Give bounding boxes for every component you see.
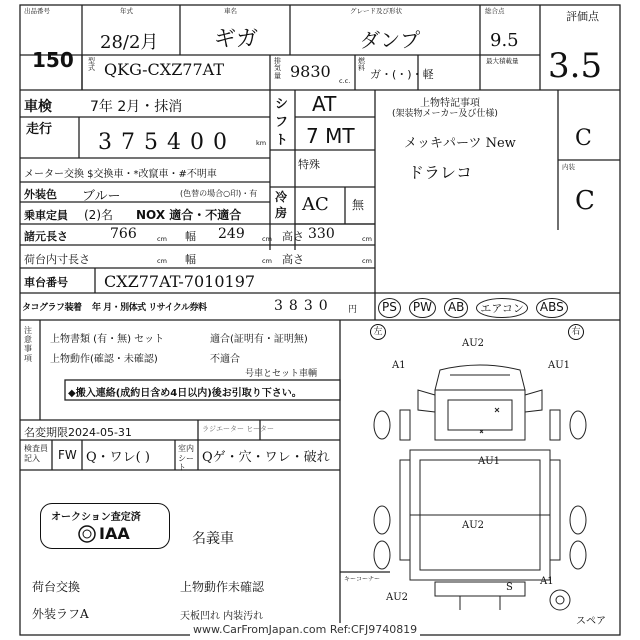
- recycle-value: 3830: [274, 298, 334, 314]
- eval-label: 評価点: [566, 10, 599, 23]
- remark-2b: 上物動作未確認: [180, 580, 265, 594]
- damage-mark-1: [495, 408, 499, 412]
- color-change: (色替の場合○印)・有: [180, 189, 258, 198]
- load-label: 最大積載量: [486, 57, 519, 65]
- radiator-note: ラジエーター ヒーター: [202, 425, 274, 433]
- pickup-warning: ◆搬入連絡(成約日含め4日以内)後お引取り下さい。: [68, 388, 302, 399]
- interior-label: 内装: [562, 163, 575, 171]
- inspector-label: 検査員記入: [24, 444, 48, 463]
- iaa-logo-icon: [77, 524, 97, 544]
- mark-a1-left: A1: [392, 360, 406, 371]
- remark-2a: 荷台交換: [32, 580, 81, 594]
- displacement-unit: c.c.: [339, 77, 351, 85]
- displacement-value: 9830: [290, 62, 331, 81]
- equipment-aircon: エアコン: [476, 298, 527, 318]
- mt-label: 7 MT: [306, 124, 355, 148]
- width-value: 249: [218, 226, 245, 242]
- left-side-label: 左: [370, 324, 386, 340]
- tacho-label: タコグラフ装着: [22, 303, 82, 313]
- stamp-title: オークション査定済: [51, 512, 141, 523]
- recycle-unit: 円: [348, 305, 358, 315]
- wheel-rear-right-1: [570, 506, 586, 534]
- cab-roof: [435, 365, 525, 390]
- height-unit: cm: [362, 235, 372, 243]
- paperwork-row-3: 号車とセット車輌: [245, 369, 318, 379]
- equipment-abs: ABS: [536, 298, 568, 318]
- chassis-value: CXZ77AT-7010197: [104, 272, 256, 291]
- bed-width-unit: cm: [262, 257, 272, 265]
- stamp-brand: IAA: [99, 524, 130, 543]
- notes-line-2: ドラレコ: [408, 163, 473, 182]
- right-mirror: [525, 390, 542, 412]
- model-label: 型式: [88, 57, 95, 73]
- color-value: ブルー: [82, 189, 121, 204]
- fuel-value: ガ・(・)・軽: [370, 68, 434, 81]
- width-unit: cm: [262, 235, 272, 243]
- lot-number: 150: [32, 48, 74, 72]
- color-label: 外装色: [24, 188, 57, 201]
- chassis-label: 車台番号: [24, 276, 68, 289]
- mark-s-rear: S: [506, 582, 513, 593]
- at-label: AT: [312, 92, 337, 116]
- grade-value: ダンプ: [360, 28, 421, 52]
- wheel-front-left: [374, 411, 390, 439]
- spare-wheel: [550, 590, 570, 610]
- no-aircon: 無: [352, 198, 365, 212]
- right-bed-side: [550, 460, 560, 560]
- left-mirror: [418, 390, 435, 412]
- length-value: 766: [110, 226, 137, 242]
- left-bed-side: [400, 460, 410, 560]
- bed-length-unit: cm: [157, 257, 167, 265]
- exterior-grade: C: [575, 126, 592, 151]
- auction-stamp: [40, 503, 170, 549]
- wheel-rear-right-2: [570, 541, 586, 569]
- right-side-panel: [550, 410, 560, 440]
- capacity-value: (2)名: [84, 208, 113, 222]
- mark-au2-bed: AU2: [462, 520, 485, 531]
- remark-3a: 外装ラフA: [32, 607, 89, 621]
- height-value: 330: [308, 226, 335, 242]
- score-value: 9.5: [490, 30, 519, 51]
- left-side-panel: [400, 410, 410, 440]
- aircon-label: 冷房: [275, 190, 288, 220]
- nox-text: NOX 適合・不適合: [136, 208, 242, 222]
- ac-value: AC: [302, 194, 329, 215]
- model-value: QKG-CXZ77AT: [104, 60, 225, 79]
- shaken-label: 車検: [24, 99, 52, 115]
- equipment-ab: AB: [444, 298, 468, 318]
- year-value: 28/2月: [100, 32, 159, 53]
- car-name-label: 車名: [224, 7, 237, 15]
- spare-label: スペア: [576, 616, 606, 627]
- mark-au2-rear: AU2: [386, 592, 409, 603]
- capacity-label: 乗車定員: [24, 209, 68, 222]
- width-label: 幅: [185, 230, 196, 243]
- remark-3b: 天板凹れ 内装汚れ: [180, 611, 264, 622]
- seat-value: Qゲ・穴・ワレ・破れ: [202, 450, 330, 465]
- fuel-label: 燃料: [358, 57, 365, 73]
- shaken-value: 7年 2月・抹消: [90, 99, 183, 115]
- mark-au1-center: AU1: [478, 456, 501, 467]
- watermark: www.CarFromJapan.com Ref:CFJ9740819: [190, 623, 420, 636]
- paperwork-row-1: 上物書類 (有・無) セット: [50, 334, 165, 345]
- special-label: 特殊: [298, 158, 320, 171]
- equipment-list: [378, 298, 568, 318]
- tacho-rest: 年 月・別体式 リサイクル券料: [92, 303, 207, 313]
- bed-height-unit: cm: [362, 257, 372, 265]
- interior-grade: C: [575, 186, 595, 216]
- windshield: [448, 400, 512, 430]
- equipment-pw: PW: [409, 298, 436, 318]
- paperwork-row-1b: 適合(証明有・証明無): [210, 334, 308, 345]
- key-corner-label: キーコーナー: [344, 576, 381, 583]
- car-name-value: ギガ: [214, 27, 259, 52]
- mileage-label: 走行: [26, 122, 53, 137]
- mark-a1-spare: A1: [540, 576, 554, 587]
- displacement-label: 排気量: [274, 57, 281, 80]
- notes-header: 上物特記事項: [420, 98, 480, 109]
- remark-1: 名義車: [192, 531, 234, 547]
- paperwork-row-2b: 不適合: [210, 354, 240, 365]
- mileage-value: 375400: [98, 130, 236, 155]
- meter-options: メーター交換 $交換車・*改竄車・#不明車: [24, 169, 217, 180]
- mark-au1-right: AU1: [548, 360, 571, 371]
- notes-line-1: メッキパーツ New: [404, 136, 516, 151]
- truck-diagram: [340, 320, 620, 635]
- caution-label: 注意事項: [24, 326, 32, 363]
- dims-label: 諸元長さ: [24, 230, 68, 243]
- score-label: 総合点: [485, 7, 505, 15]
- bed-label: 荷台内寸長さ: [24, 253, 90, 266]
- wheel-front-right: [570, 411, 586, 439]
- equipment-ps: PS: [378, 298, 401, 318]
- fw-label: FW: [58, 448, 77, 462]
- bed-height-label: 高さ: [282, 253, 304, 266]
- right-side-label: 右: [568, 324, 584, 340]
- wheel-rear-left-1: [374, 506, 390, 534]
- fw-value: Q・ワレ( ): [86, 450, 150, 465]
- lot-number-label: 出品番号: [24, 7, 50, 15]
- paperwork-row-2: 上物動作(確認・未確認): [50, 354, 158, 365]
- shift-label: シフト: [275, 97, 289, 149]
- wheel-rear-left-2: [374, 541, 390, 569]
- mark-au2-top: AU2: [462, 338, 485, 349]
- grade-label: グレード及び形状: [350, 7, 402, 15]
- bed-width-label: 幅: [185, 253, 196, 266]
- length-unit: cm: [157, 235, 167, 243]
- mileage-unit: km: [256, 139, 267, 147]
- year-label: 年式: [120, 7, 133, 15]
- notes-subheader: (架装物メーカー及び仕様): [392, 109, 498, 119]
- seat-label: 室内シート: [178, 444, 194, 473]
- height-label: 高さ: [282, 230, 304, 243]
- eval-value: 3.5: [548, 46, 603, 86]
- name-change-deadline: 名変期限2024-05-31: [24, 426, 132, 439]
